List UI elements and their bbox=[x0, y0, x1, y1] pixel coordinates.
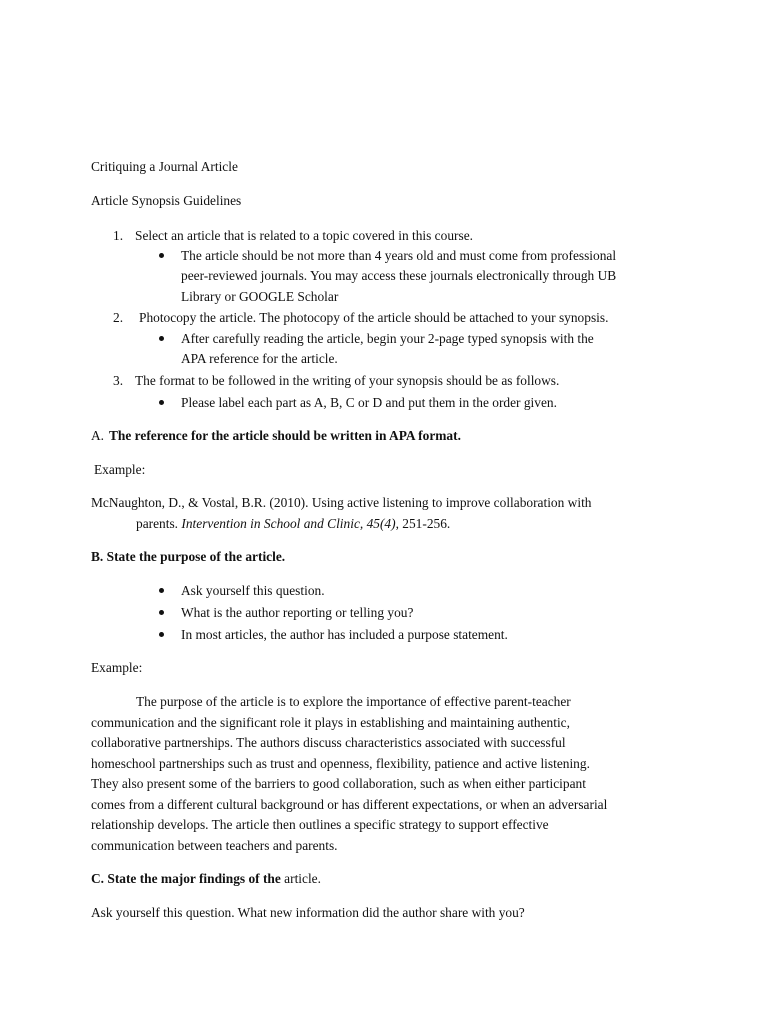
bullet-icon bbox=[159, 588, 164, 593]
citation-text: parents. bbox=[136, 516, 182, 531]
paragraph-line: collaborative partnerships. The authors discuss characteristics associated with successful bbox=[91, 735, 566, 750]
paragraph-line: comes from a different cultural background or has different expectations, or when an adversarial bbox=[91, 797, 608, 812]
citation-pages: , 251-256. bbox=[395, 516, 451, 531]
step-number: 1. bbox=[113, 228, 124, 243]
section-c-heading-bold: C. State the major findings of the bbox=[91, 871, 281, 886]
section-c-heading bbox=[91, 869, 321, 890]
example-label: Example: bbox=[94, 462, 146, 477]
bullet-line: Please label each part as A, B, C or D and put them in the order given. bbox=[181, 395, 557, 410]
section-a-letter: A. bbox=[91, 428, 105, 443]
bullet-line: Library or GOOGLE Scholar bbox=[181, 289, 339, 304]
step-number: 3. bbox=[113, 373, 124, 388]
paragraph-line: relationship develops. The article then outlines a specific strategy to support effective bbox=[91, 817, 549, 832]
document-subtitle: Article Synopsis Guidelines bbox=[91, 193, 242, 208]
bullet-line: The article should be not more than 4 years old and must come from professional bbox=[181, 248, 617, 263]
list-item: In most articles, the author has included a purpose statement. bbox=[181, 627, 508, 642]
list-item: What is the author reporting or telling you? bbox=[181, 605, 414, 620]
section-b-heading: B. State the purpose of the article. bbox=[91, 549, 286, 564]
citation-line bbox=[136, 514, 450, 535]
document-title: Critiquing a Journal Article bbox=[91, 159, 238, 174]
bullet-line: APA reference for the article. bbox=[181, 351, 338, 366]
bullet-icon bbox=[159, 610, 164, 615]
section-c-question: Ask yourself this question. What new information did the author share with you? bbox=[91, 905, 525, 920]
journal-title: Intervention in School and Clinic, 45(4) bbox=[181, 516, 396, 531]
step-text: The format to be followed in the writing of your synopsis should be as follows. bbox=[135, 373, 560, 388]
bullet-icon bbox=[159, 336, 164, 341]
step-number: 2. bbox=[113, 310, 124, 325]
paragraph-line: homeschool partnerships such as trust and openness, flexibility, patience and active listening. bbox=[91, 756, 590, 771]
step-text: Select an article that is related to a topic covered in this course. bbox=[135, 228, 473, 243]
section-c-heading-plain: article. bbox=[280, 871, 321, 886]
bullet-icon bbox=[159, 632, 164, 637]
bullet-line: peer-reviewed journals. You may access these journals electronically through UB bbox=[181, 268, 617, 283]
citation-line: McNaughton, D., & Vostal, B.R. (2010). Using active listening to improve collaboration with bbox=[91, 495, 592, 510]
paragraph-line: They also present some of the barriers to good collaboration, such as when either participant bbox=[91, 776, 586, 791]
section-a-heading: The reference for the article should be written in APA format. bbox=[109, 428, 461, 443]
example-label: Example: bbox=[91, 660, 143, 675]
paragraph-line: communication between teachers and parents. bbox=[91, 838, 338, 853]
step-text: Photocopy the article. The photocopy of the article should be attached to your synopsis. bbox=[139, 310, 609, 325]
bullet-icon bbox=[159, 253, 164, 258]
bullet-line: After carefully reading the article, begin your 2-page typed synopsis with the bbox=[181, 331, 594, 346]
paragraph-line: The purpose of the article is to explore the importance of effective parent-teacher bbox=[136, 694, 571, 709]
list-item: Ask yourself this question. bbox=[181, 583, 325, 598]
bullet-icon bbox=[159, 400, 164, 405]
paragraph-line: communication and the significant role it plays in establishing and maintaining authentic, bbox=[91, 715, 570, 730]
